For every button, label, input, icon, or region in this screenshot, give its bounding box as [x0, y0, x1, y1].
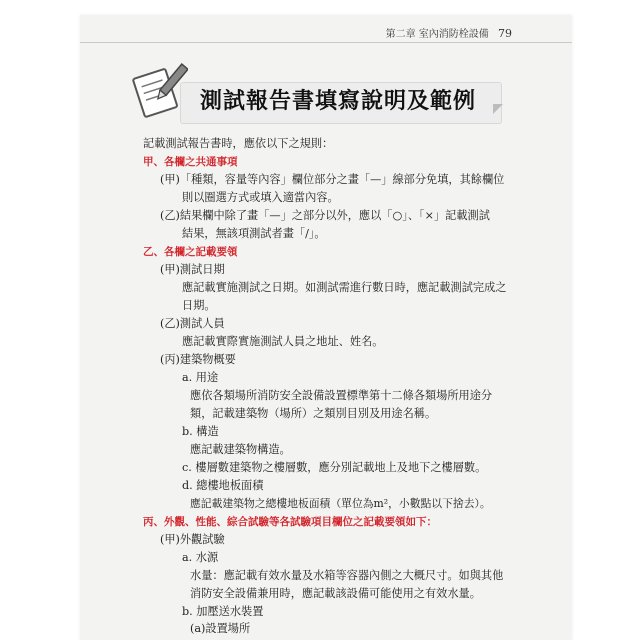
body-line: 應記載實際實施測試人員之地址、姓名。 [182, 335, 384, 348]
banner-fold [493, 104, 503, 114]
sub-item-heading: (a)設置場所 [190, 622, 251, 635]
item-heading: b. 構造 [182, 425, 219, 438]
body-line: 日期。 [182, 299, 216, 312]
notepad-pencil-icon [128, 60, 188, 120]
running-header [80, 25, 512, 40]
body-line: 則以圈選方式或填入適當內容。 [182, 191, 339, 204]
sub-heading: (甲)外觀試驗 [160, 533, 225, 546]
section-heading-a: 甲、各欄之共通事項 [143, 156, 238, 168]
body-line: 應依各類場所消防安全設備設置標準第十二條各類場所用途分 [190, 389, 493, 402]
body-line: 類，記載建築物（場所）之類別目別及用途名稱。 [190, 407, 437, 420]
section-title: 測試報告書填寫說明及範例 [200, 89, 477, 114]
item-heading: b. 加壓送水裝置 [182, 605, 264, 618]
body-line: 應記載建築物構造。 [190, 443, 291, 456]
page-number: 79 [498, 27, 512, 40]
item-heading: c. 樓層數建築物之樓層數，應分別記載地上及地下之樓層數。 [182, 461, 487, 474]
body-line: (甲)「種類，容量等內容」欄位部分之畫「—」線部分免填，其餘欄位 [160, 173, 505, 186]
section-title-banner [180, 82, 500, 126]
chapter-title: 第二章 室內消防栓設備 [385, 29, 489, 40]
section-heading-c: 丙、外觀、性能、綜合試驗等各試驗項目欄位之記載要領如下： [143, 516, 437, 528]
item-heading: a. 用途 [182, 371, 219, 384]
body-line: 應記載建築物之總樓地板面積（單位為m²，小數點以下捨去）。 [190, 497, 491, 510]
sub-heading: (甲)測試日期 [160, 263, 225, 276]
item-heading: d. 總樓地板面積 [182, 479, 264, 492]
body-line: 消防安全設備兼用時，應記載該設備可能使用之有效水量。 [190, 587, 481, 600]
body-line: (乙)結果欄中除了畫「—」之部分以外，應以「○」、「×」記載測試 [160, 209, 490, 222]
body-line: 結果，無該項測試者畫「/」。 [182, 227, 326, 240]
sub-heading: (丙)建築物概要 [160, 353, 236, 366]
section-heading-b: 乙、各欄之記載要領 [143, 246, 238, 258]
header-divider [80, 42, 572, 43]
body-line: 應記載實施測試之日期。如測試需進行數日時，應記載測試完成之 [182, 281, 507, 294]
intro-line: 記載測試報告書時，應依以下之規則： [143, 137, 334, 150]
sub-heading: (乙)測試人員 [160, 317, 225, 330]
body-line: 水量：應記載有效水量及水箱等容器內側之大概尺寸。如與其他 [190, 569, 504, 582]
item-heading: a. 水源 [182, 551, 219, 564]
